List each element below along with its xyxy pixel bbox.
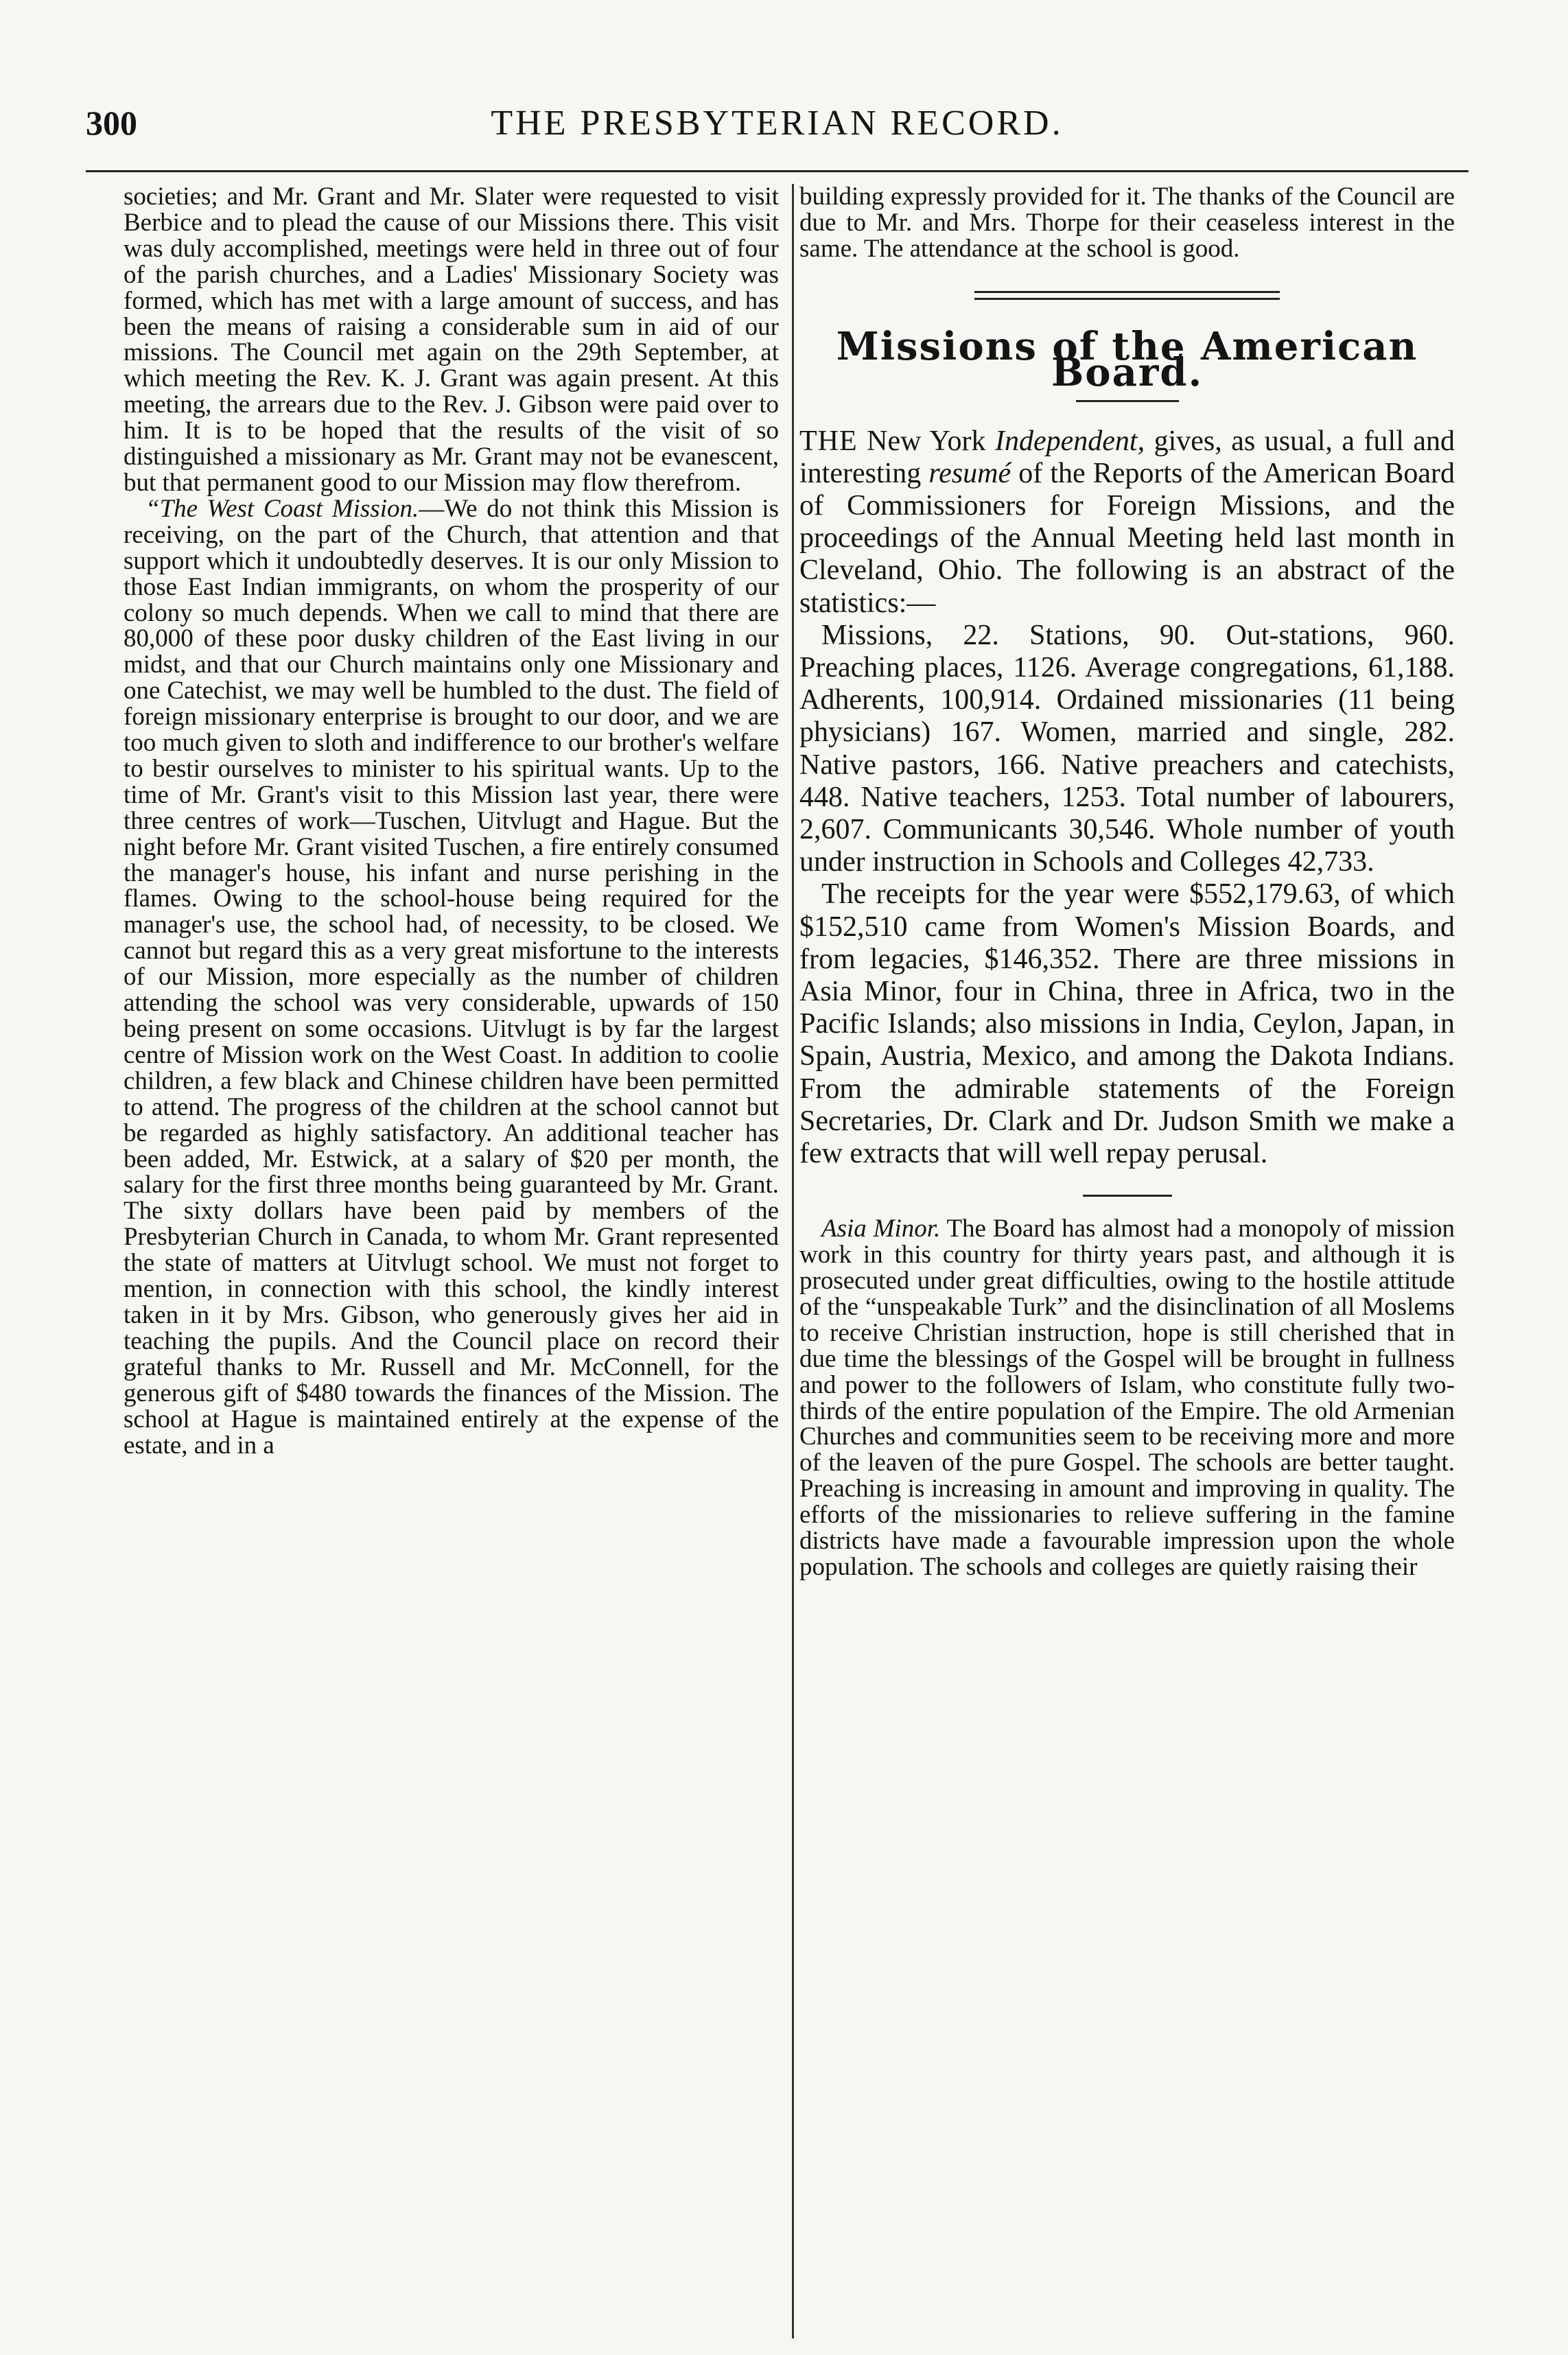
page-header (86, 103, 1468, 158)
right-column (799, 184, 1455, 1580)
intro-text-a: New York (857, 425, 996, 457)
paragraph-societies: societies; and Mr. Grant and Mr. Slater were requested to visit Berbice and to plead the cause of our Missions there. This visit was duly accomplished, meetings were held in three out of four of the parish churches, and a Ladies' Missionary Society was formed, which has met with a large amount of success, and has been the means of raising a considerable sum in aid of our missions. The Council met again on the 29th September, at which meeting the Rev. K. J. Grant was again present. At this meeting, the arrears due to the Rev. J. Gibson were paid over to him. It is to be hoped that the results of the visit of so distinguished a missionary as Mr. Grant may not be evanescent, but that permanent good to our Mission may flow therefrom. (124, 183, 779, 497)
header-rule (86, 170, 1468, 172)
section-rule (1083, 1195, 1172, 1197)
paragraph-asia-minor (799, 1216, 1455, 1580)
paragraph-school-continuation: building expressly provided for it. The thanks of the Council are due to Mr. and Mrs. Thorpe for their ceaseless interest in the same. The attendance at the school is good. (799, 183, 1455, 263)
page-number: 300 (86, 104, 137, 142)
intro-text-c: of the Reports of the American Board of Commissioners for Foreign Missions, and the proceedings of the Annual Meeting held last month in Cleveland, Ohio. The following is an abstract of the statistics:— (799, 457, 1455, 619)
intro-first-word: THE (799, 425, 858, 457)
left-column (124, 184, 779, 1458)
heading-rule (1076, 400, 1179, 402)
running-title: THE PRESBYTERIAN RECORD. (491, 104, 1064, 143)
double-rule (974, 291, 1280, 300)
section-title-asia-minor: Asia Minor. (821, 1215, 941, 1243)
paragraph-statistics: Missions, 22. Stations, 90. Out-stations, 960. Preaching places, 1126. Average congregations, 61,188. Adherents, 100,914. Ordained missionaries (11 being physicians) 167. Women, married and single, 282. Native pastors, 166. Native preachers and catechists, 448. Native teachers, 1253. Total number of labourers, 2,607. Communicants 30,546. Whole number of youth under instruction in Schools and Colleges 42,733. (799, 619, 1455, 878)
intro-text-b: gives, as usual, a full and interesting (799, 425, 1455, 489)
paragraph-intro (799, 425, 1455, 620)
paragraph-west-coast-mission (124, 496, 779, 1459)
paragraph-west-coast-body: —We do not think this Mission is receiving, on the part of the Church, that attention and that support which it undoubtedly deserves. It is our only Mission to those East Indian immigrants, on whom the prosperity of our colony so much depends. When we call to mind that there are 80,000 of these poor dusky children of the East living in our midst, and that our Church maintains only one Missionary and one Catechist, we may well be humbled to the dust. The field of foreign missionary enterprise is brought to our door, and we are too much given to sloth and indifference to our brother's welfare to bestir ourselves to minister to his spiritual wants. Up to the time of Mr. Grant's visit to this Mission last year, there were three centres of work—Tuschen, Uitvlugt and Hague. But the night before Mr. Grant visited Tuschen, a fire entirely consumed the manager's house, his infant and nurse perishing in the flames. Owing to the school-house being required for the manager's use, the school had, of necessity, to be closed. We cannot but regard this as a very great misfortune to the interests of our Mission, more especially as the number of children attending the school was very considerable, upwards of 150 being present on some occasions. Uitvlugt is by far the largest centre of Mission work on the West Coast. In addition to coolie children, a few black and Chinese children have been permitted to attend. The progress of the children at the school cannot but be regarded as highly satisfactory. An additional teacher has been added, Mr. Estwick, at a salary of $20 per month, the salary for the first three months being guaranteed by Mr. Grant. The sixty dollars have been paid by members of the Presbyterian Church in Canada, to whom Mr. Grant represented the state of matters at Uitvlugt school. We must not forget to mention, in connection with this school, the kindly interest taken in it by Mrs. Gibson, who generously gives her aid in teaching the pupils. And the Council place on record their grateful thanks to Mr. Russell and Mr. McConnell, for the generous gift of $480 towards the finances of the Mission. The school at Hague is maintained entirely at the expense of the estate, and in a (124, 494, 779, 1460)
paragraph-receipts: The receipts for the year were $552,179.63, of which $152,510 came from Women's Mission Boards, and from legacies, $146,352. There are three missions in Asia Minor, four in China, three in Africa, two in the Pacific Islands; also missions in India, Ceylon, Japan, in Spain, Austria, Mexico, and among the Dakota Indians. From the admirable statements of the Foreign Secretaries, Dr. Clark and Dr. Judson Smith we make a few extracts that will well repay perusal. (799, 878, 1455, 1169)
column-divider (792, 184, 794, 2339)
article-heading: Missions of the American Board. (836, 323, 1418, 395)
publication-name: Independent, (995, 425, 1145, 457)
paragraph-asia-minor-body: The Board has almost had a monopoly of mission work in this country for thirty years past, and although it is prosecuted under great difficulties, owing to the hostile attitude of the “unspeakable Turk” and the disinclination of all Moslems to receive Christian instruction, hope is still cherished that in due time the blessings of the Gospel will be brought in fullness and power to the followers of Islam, who constitute fully two-thirds of the entire population of the Empire. The old Armenian Churches and communities seem to be receiving more and more of the leaven of the pure Gospel. The schools are better taught. Preaching is increasing in amount and improving in quality. The efforts of the missionaries to relieve suffering in the famine districts have made a favourable impression upon the whole population. The schools and colleges are quietly raising their (799, 1215, 1455, 1581)
resume-word: resumé (928, 457, 1011, 489)
section-title-west-coast: “The West Coast Mission. (145, 494, 419, 523)
